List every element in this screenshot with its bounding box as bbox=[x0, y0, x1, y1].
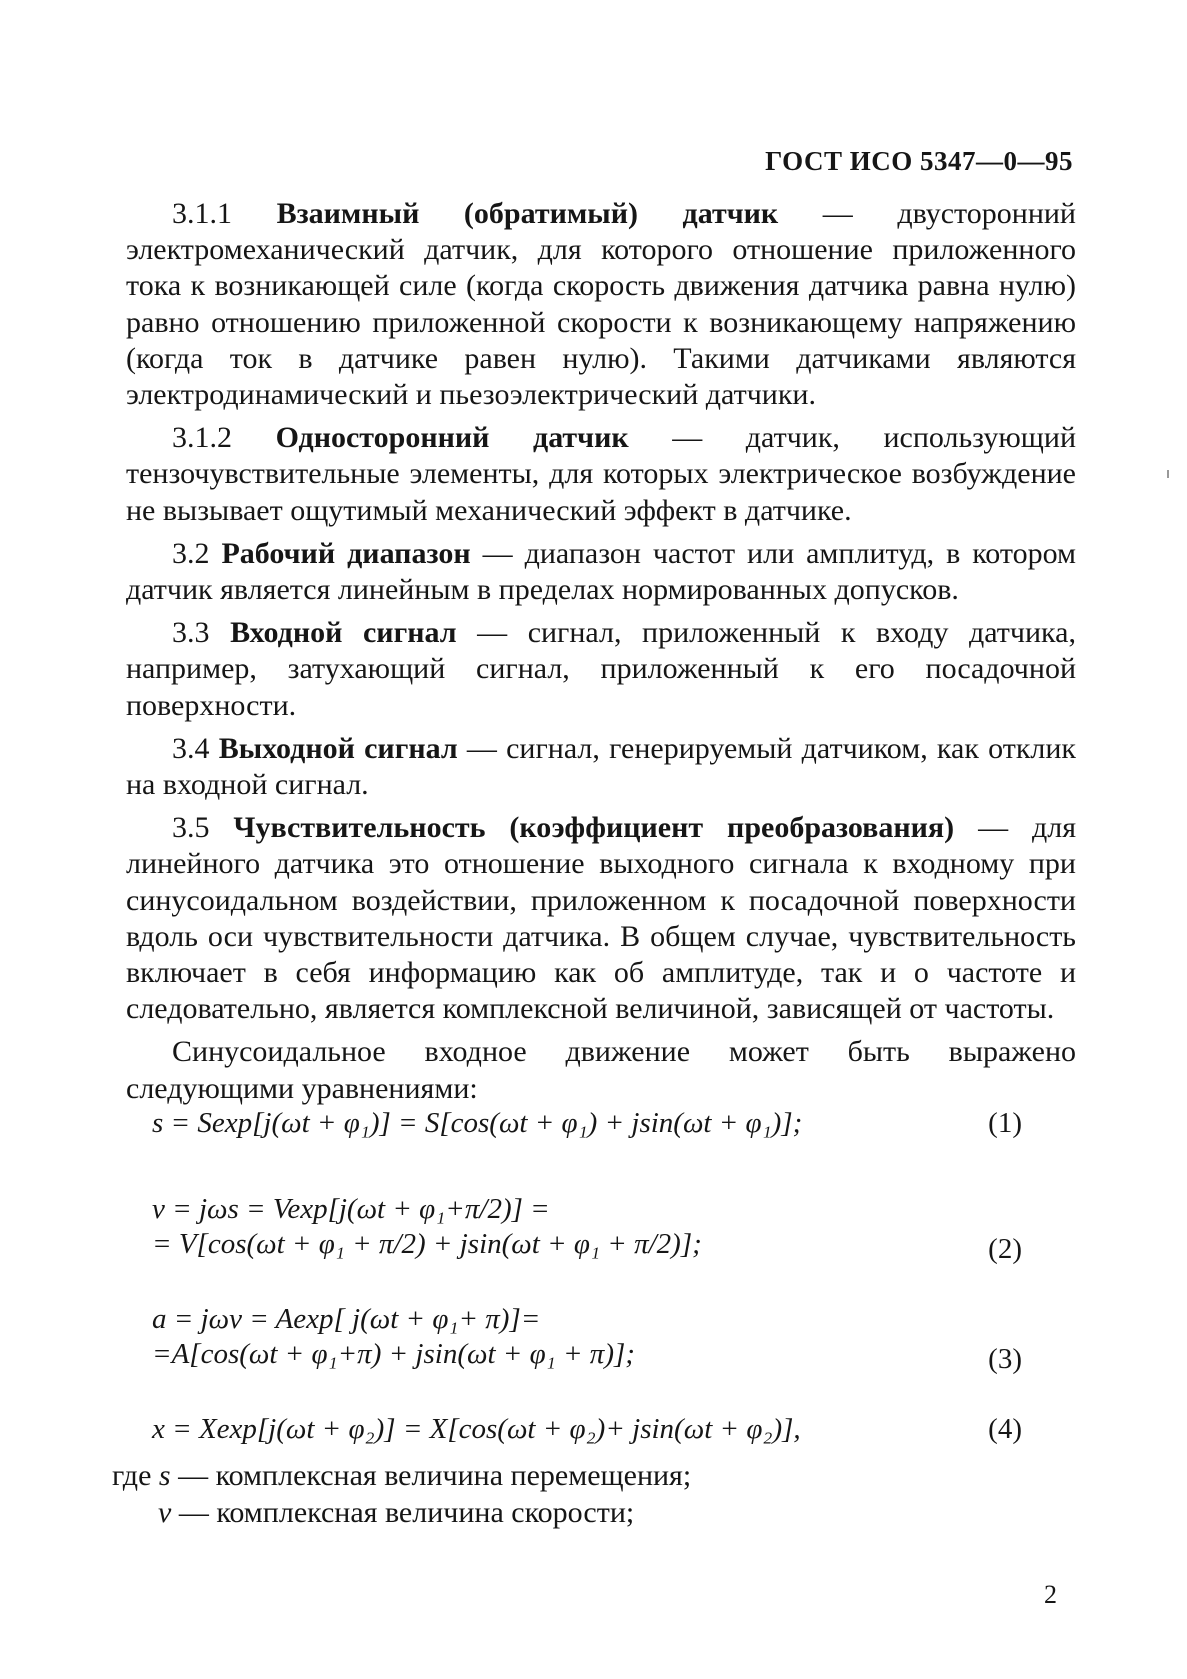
equation-line: x = Xexp[j(ωt + φ₂)] = X[cos(ωt + φ₂)+ jsin(ωt + φ₂)], bbox=[152, 1413, 801, 1445]
equation-line: s = Sexp[j(ωt + φ₁)] = S[cos(ωt + φ₁) + jsin(ωt + φ₁)]; bbox=[152, 1107, 803, 1139]
term: Односторонний датчик bbox=[275, 421, 629, 455]
paragraph-text: Синусоидальное входное движение может быть выражено следующими уравнениями: bbox=[126, 1035, 1076, 1105]
equation-number: (2) bbox=[988, 1233, 1022, 1265]
equation-1 bbox=[152, 1106, 1022, 1141]
body-text bbox=[126, 196, 1076, 1114]
document-header: ГОСТ ИСО 5347—0—95 bbox=[765, 146, 1073, 176]
paragraph-3-1-1 bbox=[126, 196, 1076, 413]
symbol: v bbox=[158, 1496, 172, 1529]
definition-text: — диапазон частот или амплитуд, в котором датчик является линейным в пределах нормированных допусков. bbox=[126, 536, 1077, 607]
equation-number: (4) bbox=[988, 1413, 1022, 1445]
term: Входной сигнал bbox=[230, 616, 457, 650]
term: Рабочий диапазон bbox=[221, 536, 471, 570]
paragraph-3-3 bbox=[126, 615, 1076, 724]
definition-text: — сигнал, приложенный к входу датчика, например, затухающий сигнал, приложенный к его посадочной поверхности. bbox=[126, 616, 1076, 722]
paragraph-3-2 bbox=[126, 536, 1076, 608]
definition-s bbox=[112, 1457, 691, 1494]
paragraph-intro-equations bbox=[126, 1034, 1076, 1106]
term: Выходной сигнал bbox=[218, 731, 458, 765]
definition-text: — для линейного датчика это отношение выходного сигнала к входному при синусоидальном воздействии, приложенном к посадочной поверхности вдоль оси чувствительности датчика. В общем случае, чувствительность включает в себя информацию как об амплитуде, так и о частоте и следовательно, является комплексной величиной, зависящей от частоты. bbox=[126, 811, 1077, 1026]
term: Взаимный (обратимый) датчик bbox=[276, 197, 779, 230]
paragraph-3-1-2 bbox=[126, 420, 1076, 529]
clause-number: 3.5 bbox=[172, 811, 234, 845]
clause-number: 3.1.1 bbox=[172, 197, 277, 230]
definition-text: — сигнал, генерируемый датчиком, как отклик на входной сигнал. bbox=[126, 731, 1077, 802]
symbol-meaning: — комплексная величина перемещения; bbox=[170, 1459, 692, 1492]
scan-mark bbox=[1167, 470, 1169, 478]
clause-number: 3.4 bbox=[172, 731, 219, 765]
clause-number: 3.3 bbox=[172, 616, 231, 650]
symbol: s bbox=[158, 1459, 171, 1492]
paragraph-3-4 bbox=[126, 731, 1076, 803]
symbol-meaning: — комплексная величина скорости; bbox=[171, 1496, 635, 1529]
equation-line: v = jωs = Vexp[j(ωt + φ₁+π/2)] = bbox=[152, 1193, 550, 1225]
page-number: 2 bbox=[1044, 1580, 1057, 1609]
equation-2 bbox=[152, 1192, 1022, 1265]
equation-4 bbox=[152, 1412, 1022, 1447]
where-prefix: где bbox=[112, 1459, 159, 1492]
equation-number: (1) bbox=[988, 1107, 1022, 1139]
definition-v bbox=[112, 1494, 691, 1531]
term: Чувствительность (коэффициент преобразования) bbox=[233, 811, 955, 845]
paragraph-3-5 bbox=[126, 810, 1076, 1027]
definition-text: — датчик, использующий тензочувствительные элементы, для которых электрическое возбуждение не вызывает ощутимый механический эффект в датчике. bbox=[126, 421, 1077, 527]
equation-line: =A[cos(ωt + φ₁+π) + jsin(ωt + φ₁ + π)]; bbox=[152, 1338, 635, 1370]
equation-line: = V[cos(ωt + φ₁ + π/2) + jsin(ωt + φ₁ + π/2)]; bbox=[152, 1228, 702, 1260]
equation-line: a = jωv = Aexp[ j(ωt + φ₁+ π)]= bbox=[152, 1303, 541, 1335]
clause-number: 3.2 bbox=[172, 536, 222, 570]
symbol-definitions bbox=[112, 1457, 691, 1531]
equation-3 bbox=[152, 1302, 1022, 1375]
definition-text: — двусторонний электромеханический датчик, для которого отношение приложенного тока к возникающей силе (когда скорость движения датчика равна нулю) равно отношению приложенной скорости к возникающему напряжению (когда ток в датчике равен нулю). Такими датчиками являются электродинамический и пьезоэлектрический датчики. bbox=[126, 197, 1076, 412]
equation-number: (3) bbox=[988, 1343, 1022, 1375]
clause-number: 3.1.2 bbox=[172, 421, 276, 455]
